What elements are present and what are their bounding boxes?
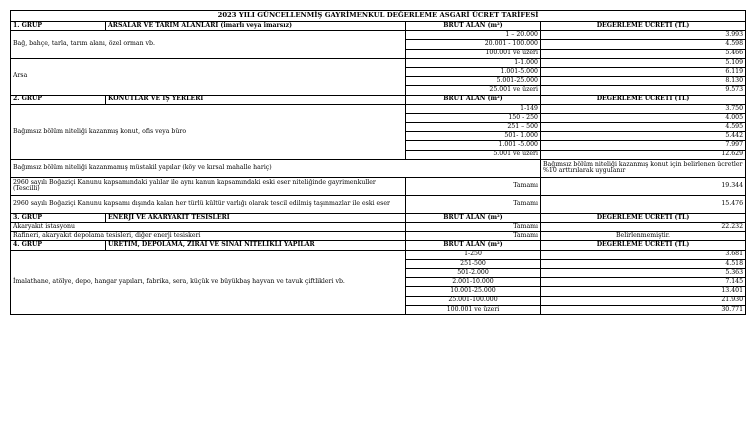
- group-3-header: [11, 213, 746, 222]
- table-row: [11, 58, 746, 67]
- fee-cell: 15.476: [541, 195, 746, 213]
- group-2-label: 2. GRUP: [11, 95, 106, 104]
- title-row: [11, 11, 746, 22]
- fee-cell: 13.401: [541, 287, 746, 296]
- area-cell: 2.001-10.000: [406, 278, 541, 287]
- group-3-name: ENERJİ VE AKARYAKIT TESİSLERİ: [106, 213, 406, 222]
- fee-column-header: DEĞERLEME ÜCRETİ (TL): [541, 22, 746, 31]
- area-cell: 501-2.000: [406, 268, 541, 277]
- area-cell: 1-1.000: [406, 58, 541, 67]
- group-1-name: ARSALAR VE TARIM ALANLARI (imarlı veya imarsız): [106, 22, 406, 31]
- area-cell: 1-250: [406, 250, 541, 259]
- area-column-header: BRÜT ALAN (m²): [406, 241, 541, 250]
- area-cell: Tamamı: [406, 195, 541, 213]
- area-cell: 25.001 ve üzeri: [406, 86, 541, 95]
- table-row: [11, 177, 746, 195]
- fee-column-header: DEĞERLEME ÜCRETİ (TL): [541, 213, 746, 222]
- area-cell: 5.001-25.000: [406, 77, 541, 86]
- document-title: 2023 YILI GÜNCELLENMİŞ GAYRİMENKUL DEĞERLEME ASGARİ ÜCRET TARİFESİ: [11, 11, 746, 22]
- tariff-table: [10, 10, 746, 315]
- fee-cell: 3.993: [541, 31, 746, 40]
- group-4-header: [11, 241, 746, 250]
- area-cell: Tamamı: [406, 223, 541, 232]
- fee-cell: 22.232: [541, 223, 746, 232]
- group-1-desc-2: Arsa: [11, 58, 406, 95]
- area-cell: 25.001-100.000: [406, 296, 541, 305]
- tariff-document: [10, 10, 745, 315]
- group-3-row-2-desc: Rafineri, akaryakıt depolama tesisleri, diğer enerji tesiskeri: [11, 232, 406, 241]
- fee-cell: 4.005: [541, 113, 746, 122]
- group-4-name: ÜRETİM, DEPOLAMA, ZİRAİ VE SINAİ NİTELİKLİ YAPILAR: [106, 241, 406, 250]
- area-cell: 501- 1.000: [406, 132, 541, 141]
- table-row: [11, 250, 746, 259]
- fee-cell: 4.518: [541, 259, 746, 268]
- area-column-header: BRÜT ALAN (m²): [406, 22, 541, 31]
- group-4-desc: İmalathane, atölye, depo, hangar yapıları, fabrika, sera, küçük ve büyükbaş hayvan ve tavuk çiftlikleri vb.: [11, 250, 406, 314]
- group-3-row-1-desc: Akaryakıt istasyonu: [11, 223, 406, 232]
- area-cell: 1 – 20.000: [406, 31, 541, 40]
- area-cell: 10.001-25.000: [406, 287, 541, 296]
- fee-cell: 4.598: [541, 40, 746, 49]
- area-cell: 20.001 - 100.000: [406, 40, 541, 49]
- area-cell: 1.001-5.000: [406, 67, 541, 76]
- fee-cell: 6.119: [541, 67, 746, 76]
- area-cell: 100.001 ve üzeri: [406, 49, 541, 58]
- group-1-label: 1. GRUP: [11, 22, 106, 31]
- area-column-header: BRÜT ALAN (m²): [406, 95, 541, 104]
- group-2-row-a-desc: Bağımsız bölüm niteliği kazanmamış müstakil yapılar (köy ve kırsal mahalle hariç): [11, 159, 541, 177]
- area-cell: 1.001 -5.000: [406, 141, 541, 150]
- fee-cell: 7.145: [541, 278, 746, 287]
- area-cell: 150 - 250: [406, 113, 541, 122]
- table-row: [11, 195, 746, 213]
- fee-cell: 12.629: [541, 150, 746, 159]
- group-4-label: 4. GRUP: [11, 241, 106, 250]
- fee-cell: Belirlenmemiştir.: [541, 232, 746, 241]
- area-column-header: BRÜT ALAN (m²): [406, 213, 541, 222]
- group-2-header: [11, 95, 746, 104]
- group-2-desc-1: Bağımsız bölüm niteliği kazanmış konut, ofis veya büro: [11, 104, 406, 159]
- fee-cell: 19.344: [541, 177, 746, 195]
- group-2-row-b-desc: 2960 sayılı Boğaziçi Kanunu kapsamındaki yalılar ile aynı kanun kapsamındaki eski eser niteliğinde gayrimenkuller (Tescilli): [11, 177, 406, 195]
- fee-cell: 5.363: [541, 268, 746, 277]
- area-cell: 5.001 ve üzeri: [406, 150, 541, 159]
- group-2-row-a-fee: Bağımsız bölüm niteliği kazanmış konut için belirlenen ücretler %10 arttırılarak uygulanır: [541, 159, 746, 177]
- table-row: [11, 159, 746, 177]
- area-cell: Tamamı: [406, 177, 541, 195]
- fee-column-header: DEĞERLEME ÜCRETİ (TL): [541, 241, 746, 250]
- area-cell: 1-149: [406, 104, 541, 113]
- fee-cell: 9.573: [541, 86, 746, 95]
- area-cell: 100.001 ve üzeri: [406, 305, 541, 314]
- fee-cell: 5.109: [541, 58, 746, 67]
- fee-cell: 30.771: [541, 305, 746, 314]
- fee-cell: 7.997: [541, 141, 746, 150]
- fee-cell: 8.130: [541, 77, 746, 86]
- fee-cell: 3.750: [541, 104, 746, 113]
- group-1-header: [11, 22, 746, 31]
- table-row: [11, 223, 746, 232]
- table-row: [11, 232, 746, 241]
- fee-cell: 5.466: [541, 49, 746, 58]
- area-cell: 251-500: [406, 259, 541, 268]
- area-cell: 251 – 500: [406, 123, 541, 132]
- fee-cell: 5.442: [541, 132, 746, 141]
- fee-cell: 3.681: [541, 250, 746, 259]
- group-1-desc-1: Bağ, bahçe, tarla, tarım alanı, özel orman vb.: [11, 31, 406, 59]
- fee-column-header: DEĞERLEME ÜCRETİ (TL): [541, 95, 746, 104]
- fee-cell: 4.595: [541, 123, 746, 132]
- fee-cell: 21.930: [541, 296, 746, 305]
- group-3-label: 3. GRUP: [11, 213, 106, 222]
- table-row: [11, 104, 746, 113]
- area-cell: Tamamı: [406, 232, 541, 241]
- table-row: [11, 31, 746, 40]
- group-2-row-c-desc: 2960 sayılı Boğaziçi Kanunu kapsamı dışında kalan her türlü kültür varlığı olarak tescil edilmiş taşınmazlar ile eski eser: [11, 195, 406, 213]
- group-2-name: KONUTLAR VE İŞ YERLERİ: [106, 95, 406, 104]
